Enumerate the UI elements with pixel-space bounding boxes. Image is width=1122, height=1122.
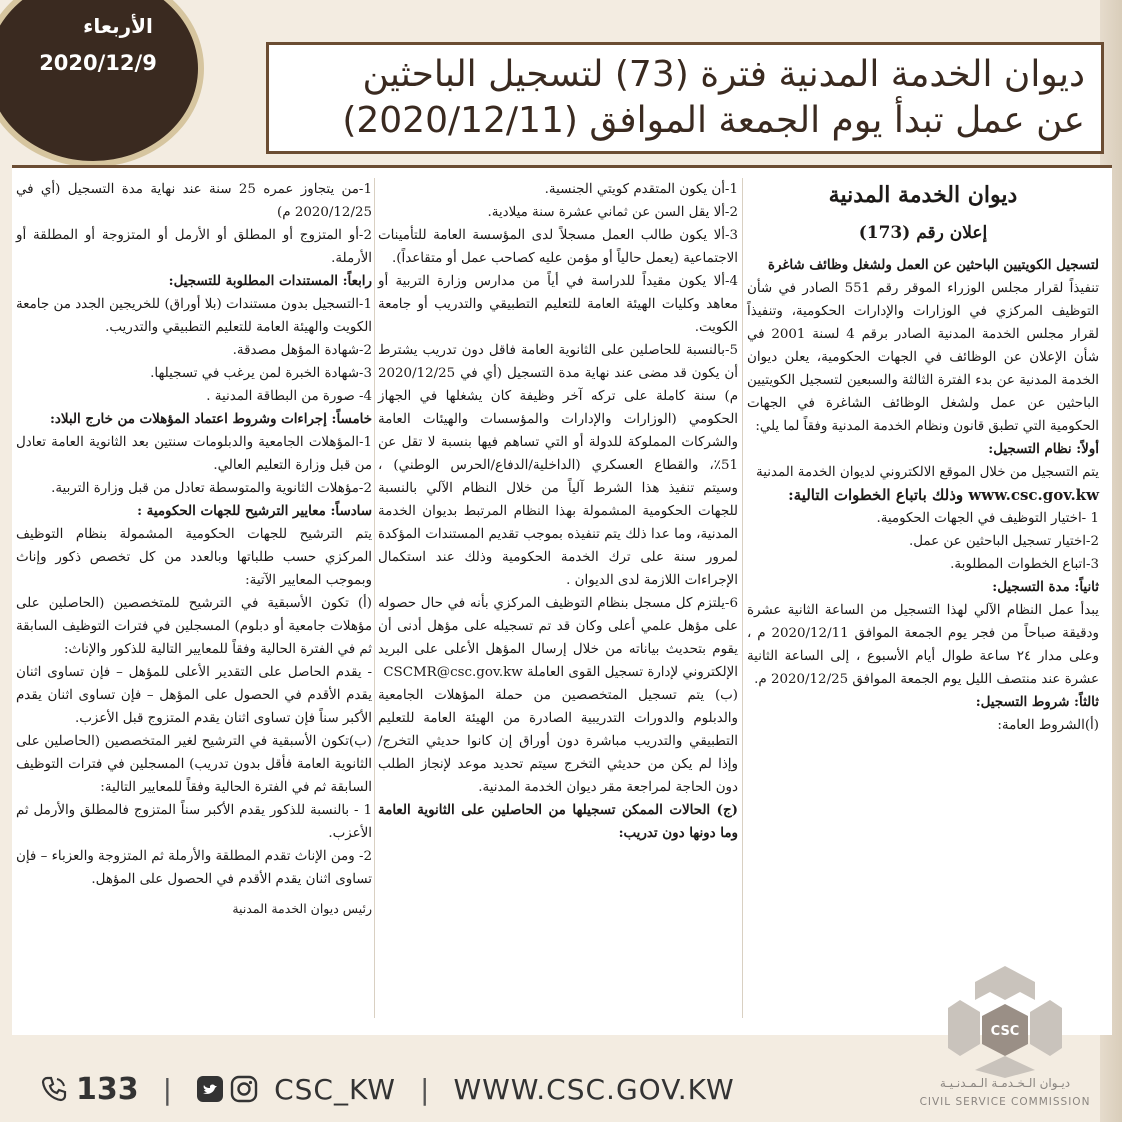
paragraph: (ج) الحالات الممكن تسجيلها من الحاصلين على الثانوية العامة وما دونها دون تدريب:: [378, 802, 738, 841]
article-body: [12, 165, 1112, 1035]
twitter-icon: [196, 1075, 224, 1103]
section-heading: خامساً: إجراءات وشروط اعتماد المؤهلات من خارج البلاد:: [49, 411, 372, 427]
list-item: 4-ألا يكون مقيداً للدراسة في أياً من مدارس وزارة التربية أو معاهد وكليات الهيئة العامة للتعليم التطبيقي والتدريب أو جامعة الكويت.: [378, 274, 738, 335]
phone-icon: [40, 1075, 68, 1103]
footer-separator: |: [162, 1072, 173, 1106]
logo-mark-text: CSC: [990, 1024, 1020, 1039]
phone-number: 133: [76, 1071, 139, 1107]
list-item: 1-من يتجاوز عمره 25 سنة عند نهاية مدة التسجيل (أي في 2020/12/25 م): [16, 182, 372, 220]
list-item: 3-ألا يكون طالب العمل مسجلاً لدى المؤسسة العامة للتأمينات الاجتماعية (يعمل حالياً أو مؤمن عليه كصاحب عمل أو متقاعداً).: [378, 228, 738, 266]
date-badge: [0, 0, 204, 167]
list-item: 1-التسجيل بدون مستندات (بلا أوراق) للخريجين الجدد من جامعة الكويت والهيئة العامة للتعليم التطبيقي والتدريب.: [16, 297, 372, 335]
social-handle: CSC_KW: [274, 1072, 396, 1106]
list-item: 2-شهادة المؤهل مصدقة.: [232, 343, 372, 358]
footer-social[interactable]: [196, 1073, 396, 1106]
list-item: 2-ألا يقل السن عن ثماني عشرة سنة ميلادية.: [487, 205, 738, 220]
date-value: 2020/12/9: [39, 51, 157, 75]
column-divider: [374, 178, 375, 1018]
csc-logo: [940, 960, 1070, 1080]
paragraph: - يقدم الحاصل على التقدير الأعلى للمؤهل – فإن تساوى اثنان يقدم الأقدم في الحصول على المؤهل – فإن تساوى اثنان يقدم الأكبر سناً فإن تساوى اثنان يقدم المتزوج قبل الأعزب.: [16, 665, 372, 726]
column-right: [747, 178, 1099, 737]
column-middle: [378, 178, 738, 845]
footer-bar: [40, 1062, 800, 1116]
column-divider: [742, 178, 743, 1018]
headline-box: [266, 42, 1104, 154]
list-item: 2-اختيار تسجيل الباحثين عن عمل.: [909, 534, 1099, 549]
list-item: 6-يلتزم كل مسجل بنظام التوظيف المركزي بأنه في حال حصوله على مؤهل علمي أعلى وكان قد تم تسجيله على مؤهل أدنى أن يقوم بتحديث بياناته من خلال إرسال المؤهل الأعلى على البريد الإلكتروني لإدارة تسجيل القوى العاملة CSCMR@csc.gov.kw: [378, 596, 738, 680]
instagram-icon: [230, 1075, 258, 1103]
list-item: 1 - بالنسبة للذكور يقدم الأكبر سناً المتزوج فالمطلق والأرمل ثم الأعزب.: [16, 803, 372, 841]
paragraph: (ب)تكون الأسبقية في الترشيح لغير المتخصصين (الحاصلين على الثانوية العامة فأقل بدون تدريب) المسجلين في فترات التوظيف السابقة ثم في الفترة الحالية وفقاً للمعايير التالية:: [16, 734, 372, 795]
section-heading: رابعاً: المستندات المطلوبة للتسجيل:: [168, 273, 372, 289]
signature-line: رئيس ديوان الخدمة المدنية: [232, 901, 372, 916]
headline-line-1: ديوان الخدمة المدنية فترة (73) لتسجيل الباحثين: [362, 54, 1085, 95]
footer-separator: |: [420, 1072, 430, 1106]
section-heading: ثالثاً: شروط التسجيل:: [975, 694, 1099, 710]
list-item: 2-مؤهلات الثانوية والمتوسطة تعادل من قبل وزارة التربية.: [51, 481, 372, 496]
paragraph: يتم التسجيل من خلال الموقع الالكتروني لديوان الخدمة المدنية: [756, 465, 1099, 480]
list-item: 2- ومن الإناث تقدم المطلقة والأرملة ثم المتزوجة والعزباء – فإن تساوى اثنان يقدم الأقدم في الحصول على المؤهل.: [16, 849, 372, 887]
list-item: 4- صورة من البطاقة المدنية .: [206, 389, 372, 404]
paragraph: (أ) تكون الأسبقية في الترشيح للمتخصصين (الحاصلين على مؤهلات جامعية أو دبلوم) المسجلين في فترات التوظيف السابقة ثم في الفترة الحالية وفقاً للمعايير التالية للذكور والإناث:: [16, 596, 372, 657]
intro-paragraph: تنفيذاً لقرار مجلس الوزراء الموقر رقم 551 الصادر في شأن التوظيف المركزي في الوزارات والإدارات الحكومية، وتنفيذاً لقرار مجلس الخدمة المدنية الصادر برقم 4 لسنة 2001 في شأن الإعلان عن الوظائف في الجهات الحكومية، يعلن ديوان الخدمة المدنية عن بدء الفترة الثالثة والسبعين لتسجيل الكويتيين الباحثين عن عمل ولشغل الوظائف الشاغرة في الجهات الحكومية التي تطبق قانون ونظام الخدمة المدنية وفقاً لما يلي:: [747, 281, 1099, 434]
date-day: الأربعاء: [83, 14, 153, 38]
section-heading: سادساً: معايير الترشيح للجهات الحكومية :: [137, 503, 372, 519]
list-item: 5-بالنسبة للحاصلين على الثانوية العامة فاقل دون تدريب يشترط أن يكون قد مضى عند نهاية مدة التسجيل (أي في 2020/12/25 م) سنة كاملة على تركه آخر وظيفة كان يشغلها في الجهاز الحكومي (الوزارات والإدارات والمؤسسات والهيئات العامة والشركات المملوكة للدولة أو التي تساهم فيها بنسبة لا تقل عن 51٪، والقطاع العسكري (الداخلية/الدفاع/الحرس الوطني) ، وسيتم تنفيذ هذا الشرط آلياً من خلال النظام الآلي بالنسبة للجهات الحكومية المشمولة بهذا النظام المرتبط بديوان الخدمة المدنية، وما عدا ذلك يتم تنفيذه بموجب تقديم المستندات المؤكدة لمرور سنة على ترك الخدمة الحكومية وذلك عند استكمال الإجراءات اللازمة لدى الديوان .: [378, 343, 738, 588]
list-item: 3-اتباع الخطوات المطلوبة.: [950, 557, 1099, 572]
list-item: 3-شهادة الخبرة لمن يرغب في تسجيلها.: [150, 366, 372, 381]
paragraph: يبدأ عمل النظام الآلي لهذا التسجيل من الساعة الثانية عشرة ودقيقة صباحاً من فجر يوم الجمعة الموافق 2020/12/11 م ، وعلى مدار ٢٤ ساعة طوال أيام الأسبوع ، إلى الساعة الثانية عشرة عند منتصف الليل يوم الجمعة الموافق 2020/12/25 م.: [747, 603, 1099, 687]
column-left: [16, 178, 372, 920]
website-url: WWW.CSC.GOV.KW: [453, 1072, 735, 1106]
list-item: 1-المؤهلات الجامعية والدبلومات سنتين بعد الثانوية العامة تعادل من قبل وزارة التعليم العالي.: [16, 435, 372, 473]
section-heading: ثانياً: مدة التسجيل:: [992, 579, 1099, 595]
logo-name-english: CIVIL SERVICE COMMISSION: [919, 1096, 1091, 1108]
paragraph: (ب) يتم تسجيل المتخصصين من حملة المؤهلات الجامعية والدبلوم والدورات التدريبية الصادرة من الهيئة العامة للتعليم التطبيقي والتدريب مباشرة دون أوراق إن كانوا حديثي التخرج/ وإذا لم يكن من حديثي التخرج سيتم تحديد موعد لإنجاز الطلب دون الحاجة لمراجعة مقر ديوان الخدمة المدنية.: [378, 688, 738, 795]
footer-website[interactable]: [453, 1073, 734, 1106]
footer-phone[interactable]: [40, 1072, 139, 1107]
list-item: 2-أو المتزوج أو المطلق أو الأرمل أو المتزوجة أو المطلقة أو الأرملة.: [16, 228, 372, 266]
masthead-title: ديوان الخدمة المدنية: [828, 182, 1018, 208]
paragraph: يتم الترشيح للجهات الحكومية المشمولة بنظام التوظيف المركزي حسب طلباتها وبالعدد من كل تخصص ذكور وإناث وبموجب المعايير الآتية:: [16, 527, 372, 588]
announcement-number: إعلان رقم (173): [858, 223, 988, 243]
logo-name-arabic: ديـوان الـخـدمـة الـمـدنـيـة: [939, 1076, 1071, 1090]
section-heading: أولاً: نظام التسجيل:: [988, 441, 1099, 457]
website-line: www.csc.gov.kw وذلك باتباع الخطوات التالية:: [788, 486, 1099, 504]
list-item: 1-أن يكون المتقدم كويتي الجنسية.: [544, 182, 738, 197]
headline-line-2: عن عمل تبدأ يوم الجمعة الموافق (2020/12/11): [342, 100, 1085, 141]
sub-heading: (أ)الشروط العامة:: [997, 718, 1099, 733]
announcement-subtitle: لتسجيل الكويتيين الباحثين عن العمل ولشغل وظائف شاغرة: [767, 257, 1099, 273]
list-item: 1 -اختيار التوظيف في الجهات الحكومية.: [876, 511, 1099, 526]
